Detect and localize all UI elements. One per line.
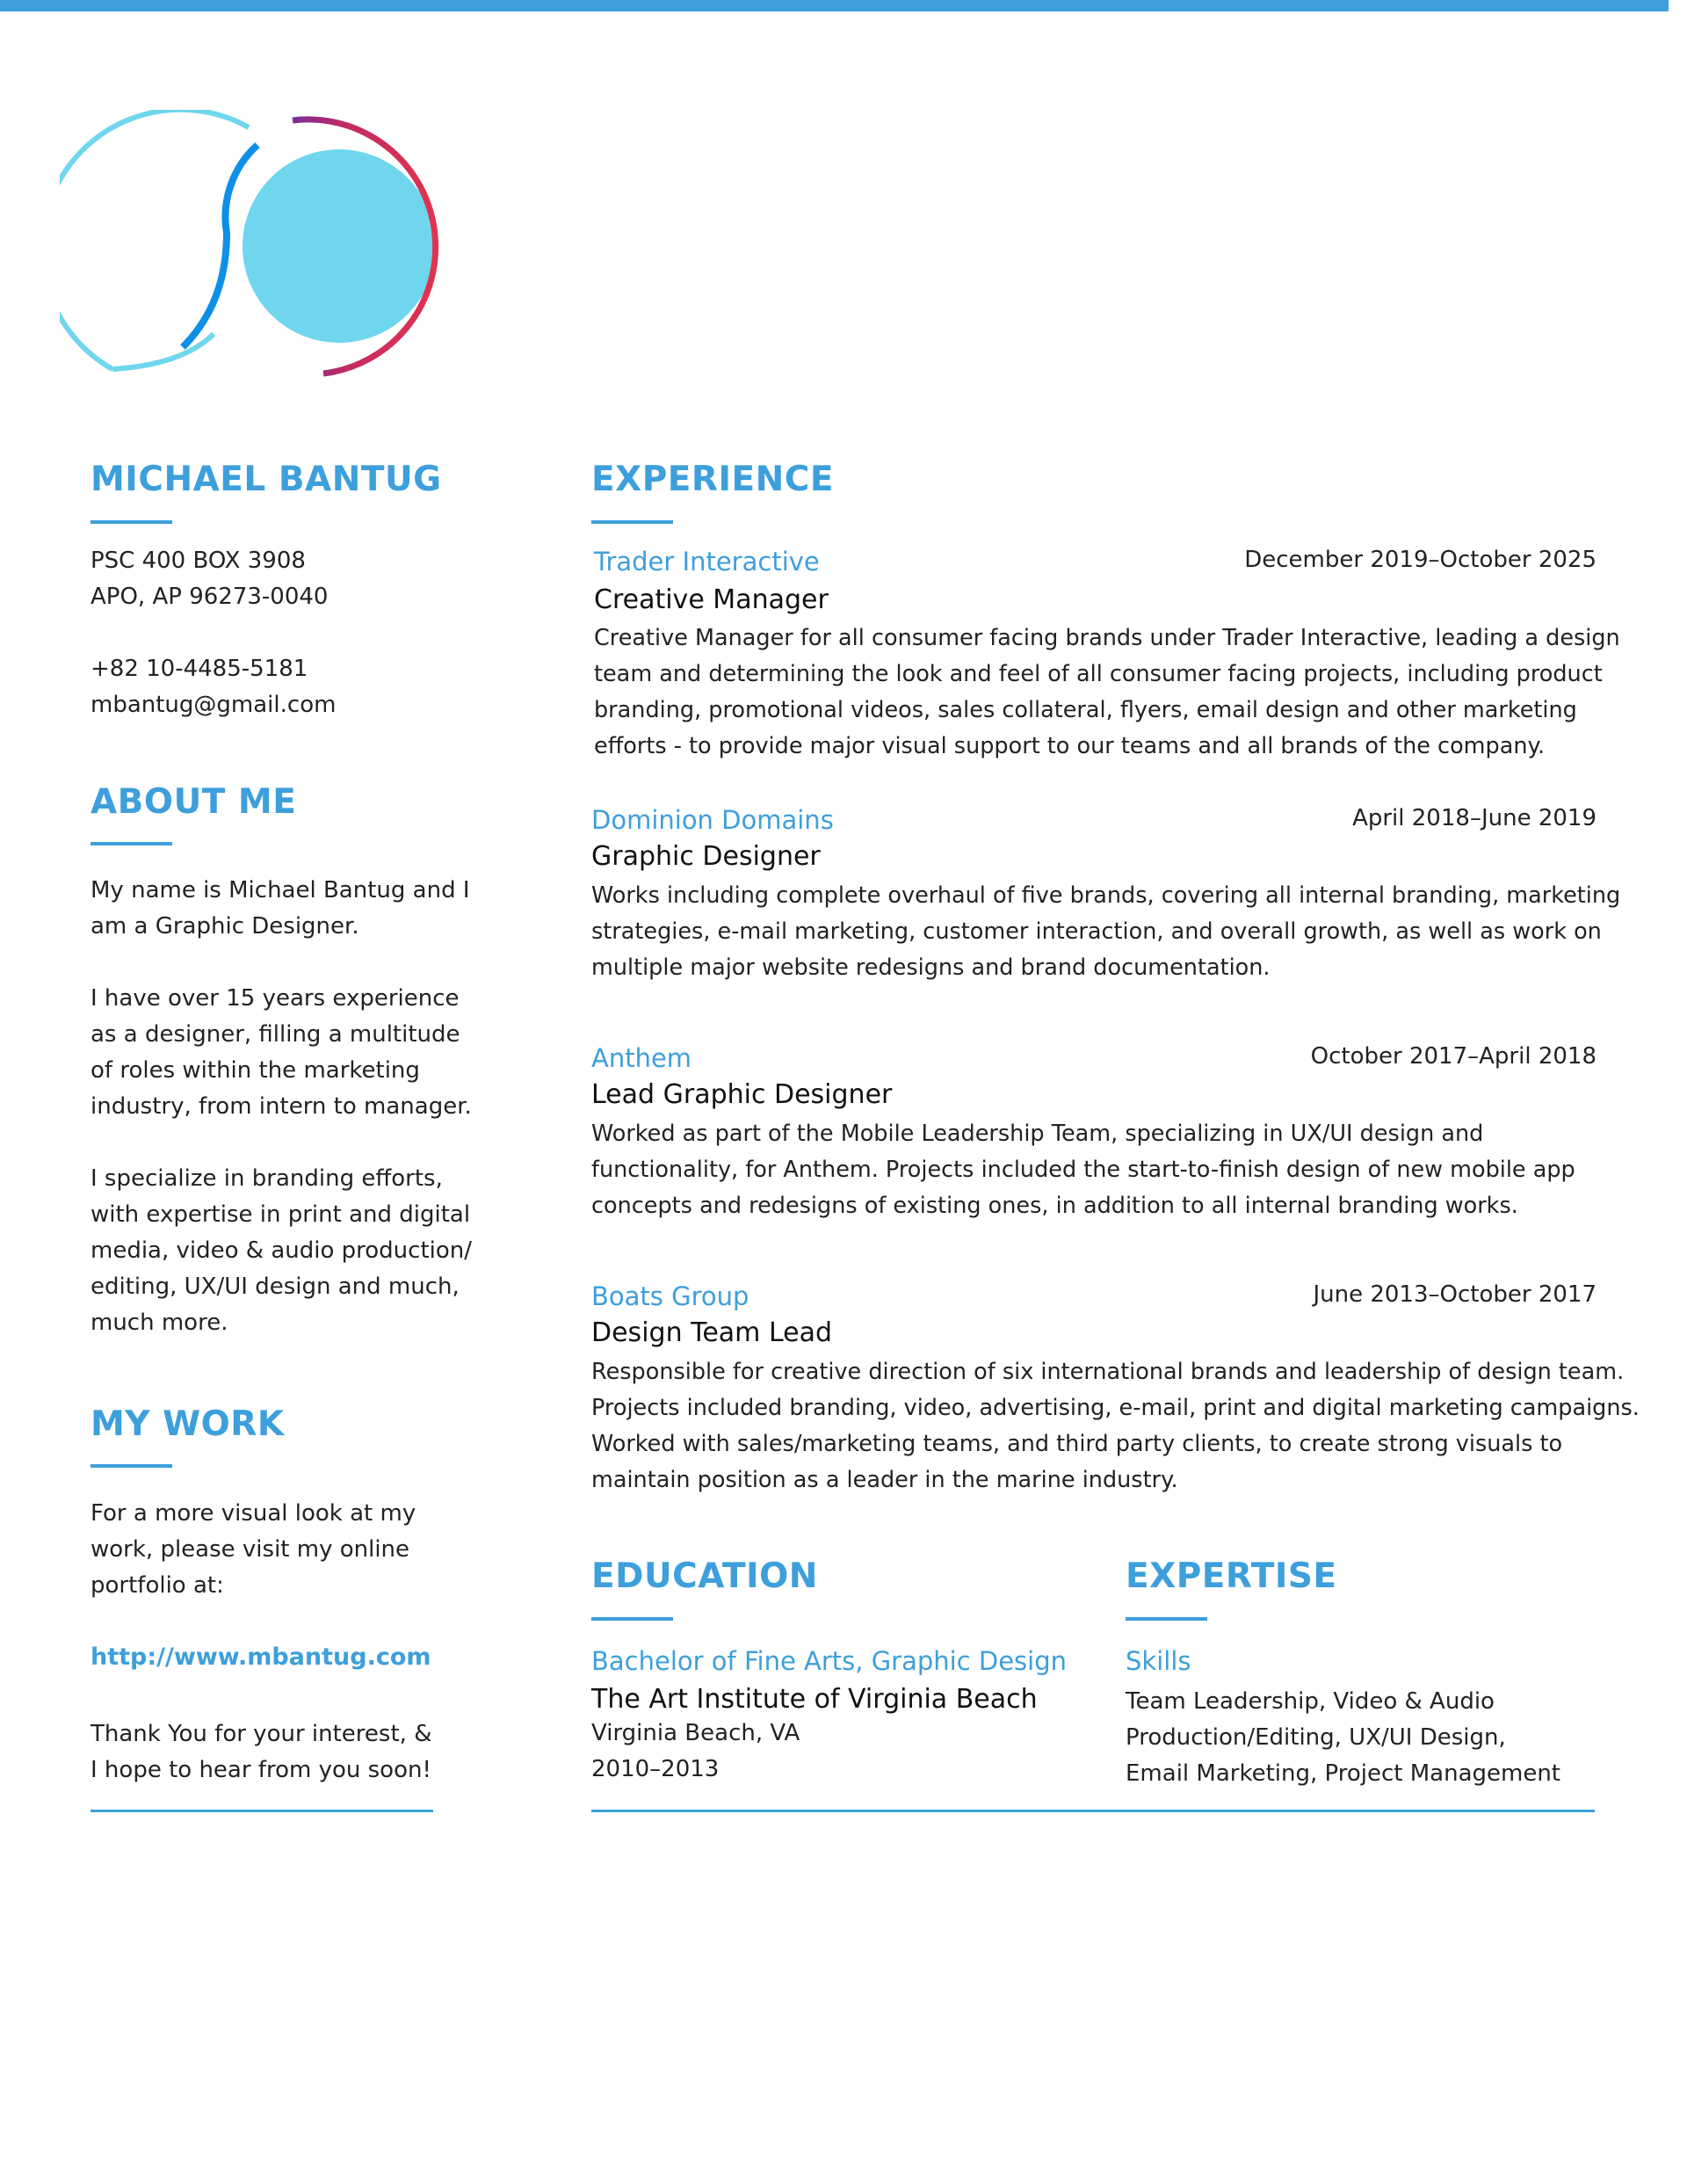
education-heading: EDUCATION xyxy=(591,1556,818,1596)
job-dates: December 2019–October 2025 xyxy=(1244,547,1596,573)
logo-circles xyxy=(60,110,464,382)
about-underline xyxy=(91,842,172,845)
job-company: Boats Group xyxy=(591,1281,749,1311)
experience-heading: EXPERIENCE xyxy=(591,460,835,499)
job-role: Design Team Lead xyxy=(591,1317,833,1348)
about-line: much more. xyxy=(91,1310,228,1336)
job-description xyxy=(594,620,1620,765)
education-years: 2010–2013 xyxy=(591,1756,720,1782)
logo-center-disc xyxy=(243,149,436,343)
main-bottom-rule xyxy=(591,1810,1595,1812)
logo-left-ring xyxy=(60,110,249,369)
about-line: I have over 15 years experience xyxy=(91,985,460,1012)
expertise-skills xyxy=(1126,1684,1560,1792)
job-desc-line: maintain position as a leader in the marine industry. xyxy=(591,1467,1178,1493)
contact-info xyxy=(91,651,336,723)
job-company: Dominion Domains xyxy=(591,805,834,835)
about-line: industry, from intern to manager. xyxy=(91,1093,472,1120)
portfolio-link[interactable]: http://www.mbantug.com xyxy=(91,1643,431,1671)
job-role: Lead Graphic Designer xyxy=(591,1079,893,1110)
contact-phone: +82 10-4485-5181 xyxy=(91,656,308,682)
education-location: Virginia Beach, VA xyxy=(591,1720,800,1746)
my-work-line: For a more visual look at my xyxy=(91,1500,416,1527)
job-description xyxy=(591,1116,1575,1224)
job-description xyxy=(591,878,1620,986)
expertise-heading: EXPERTISE xyxy=(1126,1556,1337,1596)
my-work-underline xyxy=(91,1464,172,1468)
about-heading: ABOUT ME xyxy=(91,782,297,822)
about-line: of roles within the marketing xyxy=(91,1057,420,1084)
logo-left-ring-tail xyxy=(112,334,214,369)
education-degree: Bachelor of Fine Arts, Graphic Design xyxy=(591,1646,1067,1676)
job-desc-line: Works including complete overhaul of five brands, covering all internal branding, marketing xyxy=(591,882,1621,909)
about-line: I specialize in branding efforts, xyxy=(91,1165,443,1192)
contact-address xyxy=(91,543,328,615)
my-work-line: portfolio at: xyxy=(91,1572,224,1599)
job-role: Graphic Designer xyxy=(591,841,821,872)
about-line: with expertise in print and digital xyxy=(91,1201,471,1228)
job-desc-line: functionality, for Anthem. Projects included the start-to-finish design of new mobile app xyxy=(591,1157,1575,1183)
address-line: PSC 400 BOX 3908 xyxy=(91,548,306,574)
job-desc-line: Creative Manager for all consumer facing brands under Trader Interactive, leading a design xyxy=(594,625,1620,651)
applicant-name: MICHAEL BANTUG xyxy=(91,460,442,499)
job-desc-line: concepts and redesigns of existing ones, in addition to all internal branding works. xyxy=(591,1193,1518,1219)
job-role: Creative Manager xyxy=(594,584,829,615)
about-line: as a designer, filling a multitude xyxy=(91,1021,460,1048)
job-description xyxy=(591,1354,1640,1498)
skills-line: Email Marketing, Project Management xyxy=(1126,1760,1561,1787)
job-desc-line: Projects included branding, video, advertising, e-mail, print and digital marketing campaigns. xyxy=(591,1395,1640,1421)
sidebar-bottom-rule xyxy=(91,1810,433,1812)
job-desc-line: efforts - to provide major visual support to our teams and all brands of the company. xyxy=(594,733,1546,759)
skills-line: Team Leadership, Video & Audio xyxy=(1126,1688,1495,1715)
job-desc-line: strategies, e-mail marketing, customer interaction, and overall growth, as well as work on xyxy=(591,918,1602,945)
job-desc-line: branding, promotional videos, sales collateral, flyers, email design and other marketing xyxy=(594,697,1577,723)
address-line: APO, AP 96273-0040 xyxy=(91,584,329,610)
job-desc-line: Responsible for creative direction of six international brands and leadership of design team. xyxy=(591,1359,1625,1385)
job-desc-line: Worked with sales/marketing teams, and third party clients, to create strong visuals to xyxy=(591,1431,1563,1457)
about-line: My name is Michael Bantug and I xyxy=(91,877,470,903)
job-dates: April 2018–June 2019 xyxy=(1352,805,1596,831)
closing-line: Thank You for your interest, & xyxy=(91,1721,432,1747)
closing-text xyxy=(91,1716,431,1789)
my-work-line: work, please visit my online xyxy=(91,1536,410,1563)
job-company: Anthem xyxy=(591,1043,692,1073)
job-dates: June 2013–October 2017 xyxy=(1313,1281,1596,1308)
about-line: media, video & audio production/ xyxy=(91,1237,473,1264)
about-text xyxy=(91,873,472,1341)
contact-email[interactable]: mbantug@gmail.com xyxy=(91,692,337,718)
education-details xyxy=(591,1716,800,1788)
closing-line: I hope to hear from you soon! xyxy=(91,1757,431,1783)
my-work-heading: MY WORK xyxy=(91,1404,285,1444)
job-company: Trader Interactive xyxy=(594,547,820,577)
my-work-intro xyxy=(91,1496,416,1604)
education-underline xyxy=(591,1617,673,1621)
name-underline xyxy=(91,520,172,524)
job-desc-line: team and determining the look and feel of all consumer facing projects, including product xyxy=(594,661,1603,687)
job-desc-line: multiple major website redesigns and brand documentation. xyxy=(591,954,1271,981)
experience-underline xyxy=(591,520,673,524)
about-line: editing, UX/UI design and much, xyxy=(91,1273,460,1300)
expertise-underline xyxy=(1126,1617,1207,1621)
expertise-title: Skills xyxy=(1126,1646,1191,1676)
job-desc-line: Worked as part of the Mobile Leadership Team, specializing in UX/UI design and xyxy=(591,1121,1484,1147)
skills-line: Production/Editing, UX/UI Design, xyxy=(1126,1724,1506,1751)
about-line: am a Graphic Designer. xyxy=(91,913,359,940)
top-accent-bar xyxy=(0,0,1669,11)
job-dates: October 2017–April 2018 xyxy=(1310,1043,1596,1070)
education-school: The Art Institute of Virginia Beach xyxy=(591,1684,1038,1715)
